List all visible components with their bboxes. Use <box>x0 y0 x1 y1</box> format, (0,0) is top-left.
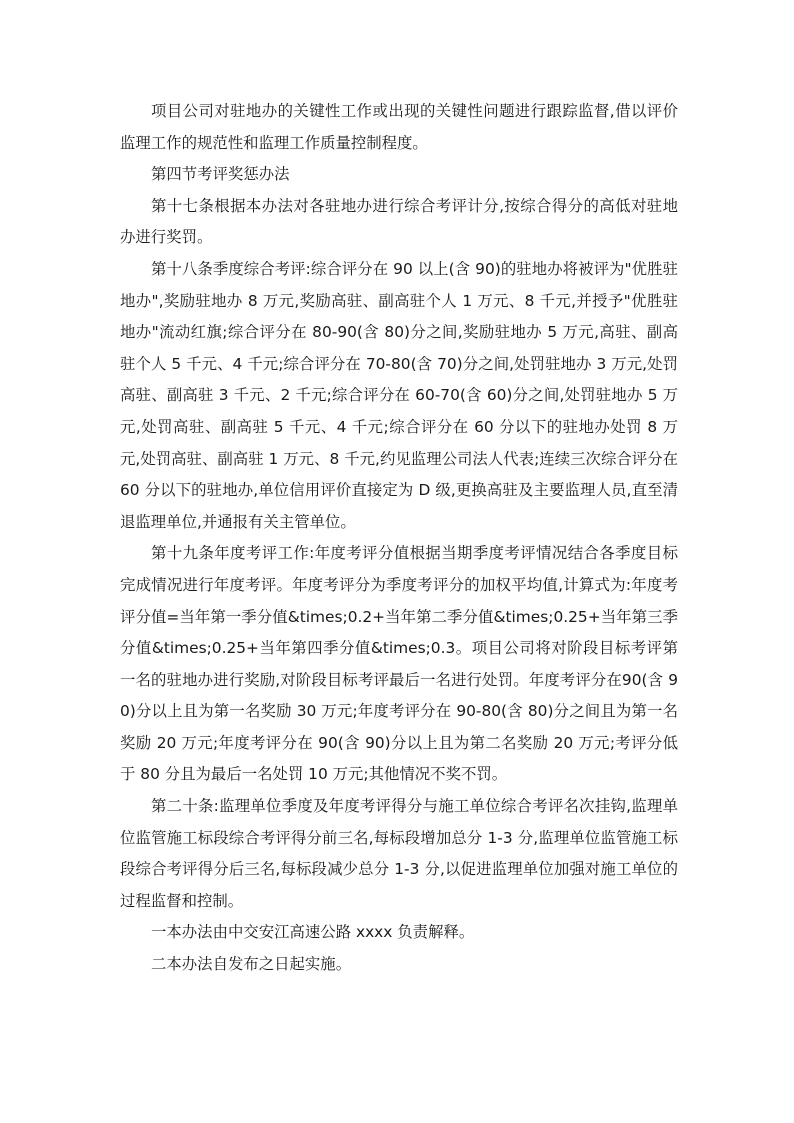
paragraph-article-19: 第十九条年度考评工作:年度考评分值根据当期季度考评情况结合各季度目标完成情况进行年度考评。年度考评分为季度考评分的加权平均值,计算式为:年度考评分值=当年第一季分值&times;0.2+当年第二季分值&times;0.25+当年第三季分值&times;0.25+当年第四季分值&times;0.3。项目公司将对阶段目标考评第一名的驻地办进行奖励,对阶段目标考评最后一名进行处罚。年度考评分在90(含 90)分以上且为第一名奖励 30 万元;年度考评分在 90-80(含 80)分之间且为第一名奖励 20 万元;年度考评分在 90(含 90)分以上且为第二名奖励 20 万元;考评分低于 80 分且为最后一名处罚 10 万元;其他情况不奖不罚。 <box>120 544 678 784</box>
paragraph-article-20: 第二十条:监理单位季度及年度考评得分与施工单位综合考评名次挂钩,监理单位监管施工标段综合考评得分前三名,每标段增加总分 1-3 分,监理单位监管施工标段综合考评得分后三名,每标段减少总分 1-3 分,以促进监理单位加强对施工单位的过程监督和控制。 <box>120 797 678 910</box>
paragraph-supervision-tracking: 项目公司对驻地办的关键性工作或出现的关键性问题进行跟踪监督,借以评价监理工作的规范性和监理工作质量控制程度。 <box>120 102 678 152</box>
document-body <box>120 96 678 981</box>
section-heading-evaluation-rewards: 第四节考评奖惩办法 <box>151 165 290 184</box>
paragraph-interpretation-clause: 一本办法由中交安江高速公路 xxxx 负责解释。 <box>151 923 475 942</box>
paragraph-article-17: 第十七条根据本办法对各驻地办进行综合考评计分,按综合得分的高低对驻地办进行奖罚。 <box>120 196 678 247</box>
paragraph-effective-date-clause: 二本办法自发布之日起实施。 <box>151 955 352 974</box>
paragraph-article-18: 第十八条季度综合考评:综合评分在 90 以上(含 90)的驻地办将被评为"优胜驻地办",奖励驻地办 8 万元,奖励高驻、副高驻个人 1 万元、8 千元,并授予"优胜驻地办"流动红旗;综合评分在 80-90(含 80)分之间,奖励驻地办 5 万元,高驻、副高驻个人 5 千元、4 千元;综合评分在 70-80(含 70)分之间,处罚驻地办 3 万元,处罚高驻、副高驻 3 千元、2 千元;综合评分在 60-70(含 60)分之间,处罚驻地办 5 万元,处罚高驻、副高驻 5 千元、4 千元;综合评分在 60 分以下的驻地办处罚 8 万元,处罚高驻、副高驻 1 万元、8 千元,约见监理公司法人代表;连续三次综合评分在 60 分以下的驻地办,单位信用评价直接定为 D 级,更换高驻及主要监理人员,直至清退监理单位,并通报有关主管单位。 <box>120 259 678 531</box>
